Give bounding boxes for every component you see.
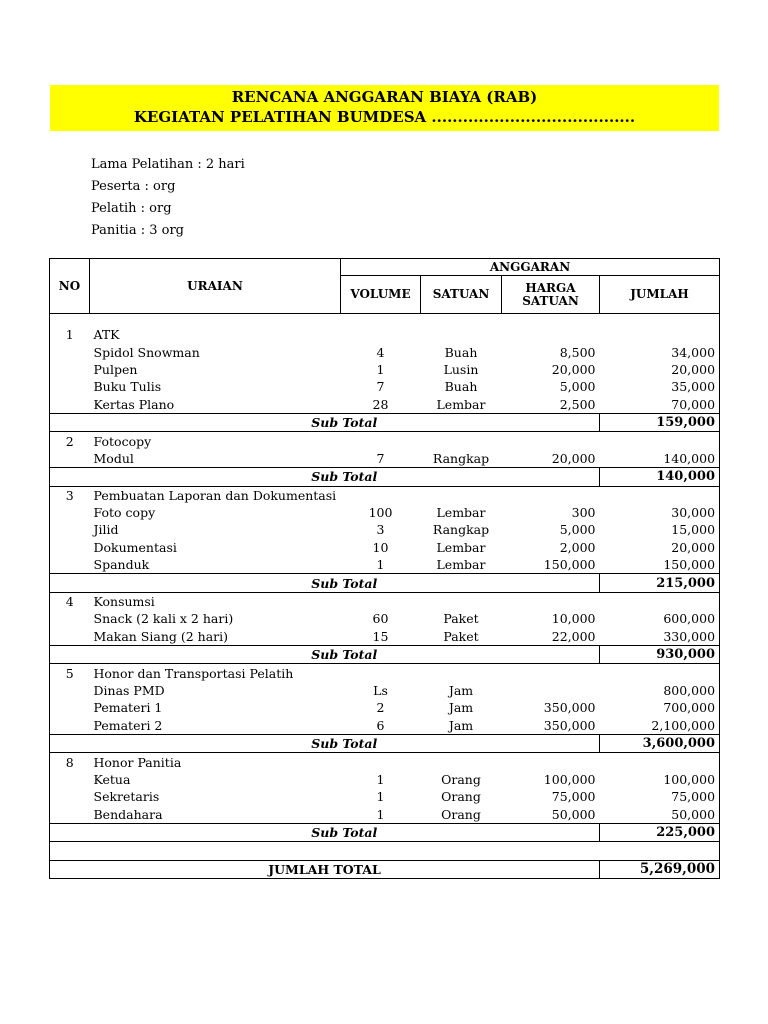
item-volume: 6 [376, 717, 385, 733]
item-unit-price: 22,000 [551, 628, 596, 644]
empty-cell [50, 788, 90, 805]
item-volume: 1 [376, 361, 385, 377]
item-volume: 4 [376, 344, 385, 360]
table-row [50, 717, 720, 735]
empty-cell [502, 432, 600, 450]
item-volume: 1 [376, 771, 385, 787]
item-unit-price: 20,000 [551, 450, 596, 466]
section-title: Honor Panitia [93, 754, 182, 770]
col-header-jumlah: JUMLAH [600, 276, 720, 314]
item-unit: Rangkap [432, 450, 490, 466]
section-number: 1 [50, 326, 90, 343]
empty-cell [502, 486, 600, 504]
subtotal-row [50, 823, 720, 841]
empty-cell [50, 574, 90, 592]
table-row [50, 788, 720, 805]
item-volume: 2 [376, 700, 385, 716]
empty-cell [341, 592, 421, 610]
table-row [50, 628, 720, 646]
table-row [50, 450, 720, 468]
subtotal-row [50, 734, 720, 752]
item-unit: Paket [443, 628, 479, 644]
item-amount: 35,000 [600, 378, 720, 395]
grand-total-label: JUMLAH TOTAL [50, 860, 600, 878]
col-header-no: NO [50, 259, 90, 314]
subtotal-value: 215,000 [600, 574, 720, 592]
table-row [50, 361, 720, 378]
empty-cell [502, 753, 600, 771]
empty-cell [50, 378, 90, 395]
col-header-volume: VOLUME [341, 276, 421, 314]
empty-cell [341, 664, 421, 682]
item-description: Modul [93, 450, 134, 466]
item-volume: 1 [376, 557, 385, 573]
item-volume: 100 [368, 505, 393, 521]
table-row [50, 556, 720, 574]
item-description: Pulpen [93, 361, 138, 377]
item-unit-price: 350,000 [543, 717, 596, 733]
item-description: Dokumentasi [93, 539, 177, 555]
item-volume: 60 [372, 611, 389, 627]
section-header-row [50, 592, 720, 610]
empty-cell [50, 556, 90, 574]
table-row [50, 343, 720, 360]
table-row [50, 539, 720, 556]
item-unit-price: 2,500 [559, 396, 596, 412]
empty-cell [600, 486, 720, 504]
empty-cell [341, 486, 421, 504]
empty-cell [421, 664, 502, 682]
item-unit: Lusin [443, 361, 479, 377]
subtotal-row [50, 468, 720, 486]
budget-body [50, 314, 720, 879]
item-description: Pemateri 2 [93, 717, 163, 733]
empty-cell [421, 432, 502, 450]
item-volume: 28 [372, 396, 389, 412]
table-row [50, 806, 720, 824]
training-info [91, 154, 245, 242]
item-volume: 15 [372, 628, 389, 644]
info-line: Lama Pelatihan : 2 hari [91, 157, 245, 172]
empty-cell [50, 734, 90, 752]
section-number: 3 [50, 486, 90, 504]
table-row [50, 396, 720, 414]
section-title: Fotocopy [93, 433, 152, 449]
empty-cell [502, 664, 600, 682]
empty-cell [50, 468, 90, 486]
empty-cell [50, 539, 90, 556]
item-amount: 50,000 [600, 806, 720, 824]
empty-cell [50, 628, 90, 646]
item-description: Snack (2 kali x 2 hari) [93, 611, 234, 627]
budget-table [49, 258, 720, 879]
table-row [50, 521, 720, 538]
empty-cell [50, 610, 90, 627]
item-unit: Jam [448, 717, 474, 733]
item-description: Kertas Plano [93, 396, 175, 412]
item-amount: 100,000 [600, 771, 720, 788]
item-amount: 140,000 [600, 450, 720, 468]
item-unit: Lembar [436, 396, 486, 412]
empty-cell [600, 592, 720, 610]
item-amount: 2,100,000 [600, 717, 720, 735]
empty-cell [600, 753, 720, 771]
section-number: 2 [50, 432, 90, 450]
item-volume: 10 [372, 539, 389, 555]
empty-cell [50, 823, 90, 841]
info-line: Panitia : 3 org [91, 223, 184, 238]
empty-cell [502, 592, 600, 610]
blank-row [50, 842, 720, 860]
section-header-row [50, 753, 720, 771]
item-unit-price: 5,000 [559, 379, 596, 395]
subtotal-label: Sub Total [90, 734, 600, 752]
item-unit: Jam [448, 700, 474, 716]
section-title: Honor dan Transportasi Pelatih [93, 665, 294, 681]
subtotal-row [50, 413, 720, 431]
empty-cell [50, 396, 90, 414]
item-description: Buku Tulis [93, 379, 162, 395]
subtotal-value: 225,000 [600, 823, 720, 841]
empty-cell [50, 413, 90, 431]
section-title: Pembuatan Laporan dan Dokumentasi [93, 487, 337, 503]
table-row [50, 378, 720, 395]
section-number: 4 [50, 592, 90, 610]
item-volume: 1 [376, 789, 385, 805]
item-volume: 7 [376, 450, 385, 466]
subtotal-value: 159,000 [600, 413, 720, 431]
empty-cell [50, 842, 720, 860]
item-description: Makan Siang (2 hari) [93, 628, 228, 644]
spacer-row [50, 314, 720, 327]
section-header-row [50, 432, 720, 450]
section-header-row [50, 486, 720, 504]
item-unit: Orang [441, 806, 481, 822]
section-number: 8 [50, 753, 90, 771]
empty-cell [50, 361, 90, 378]
item-amount: 700,000 [600, 699, 720, 716]
item-amount: 330,000 [600, 628, 720, 646]
item-amount: 34,000 [600, 343, 720, 360]
item-unit: Lembar [436, 539, 486, 555]
empty-cell [421, 486, 502, 504]
subtotal-value: 930,000 [600, 646, 720, 664]
item-description: Ketua [93, 771, 131, 787]
subtotal-label: Sub Total [90, 574, 600, 592]
section-title: Konsumsi [93, 594, 155, 610]
item-unit-price: 50,000 [551, 806, 596, 822]
item-description: Pemateri 1 [93, 700, 163, 716]
col-header-harga-line2: SATUAN [522, 293, 579, 308]
subtotal-row [50, 574, 720, 592]
subtotal-label: Sub Total [90, 823, 600, 841]
item-unit: Rangkap [432, 522, 490, 538]
item-description: Sekretaris [93, 789, 160, 805]
empty-cell [600, 326, 720, 343]
empty-cell [50, 504, 90, 521]
item-unit-price: 8,500 [559, 344, 596, 360]
item-unit: Orang [441, 789, 481, 805]
info-line: Peserta : org [91, 179, 176, 194]
item-unit-price [502, 682, 600, 699]
title-banner [50, 85, 719, 131]
item-unit: Buah [444, 379, 478, 395]
item-amount: 800,000 [600, 682, 720, 699]
item-description: Spidol Snowman [93, 344, 200, 360]
empty-cell [341, 326, 421, 343]
item-unit-price: 20,000 [551, 361, 596, 377]
item-unit-price: 5,000 [559, 522, 596, 538]
item-unit: Lembar [436, 505, 486, 521]
section-number: 5 [50, 664, 90, 682]
item-unit-price: 75,000 [551, 789, 596, 805]
item-description: Dinas PMD [93, 683, 165, 698]
item-unit-price: 2,000 [559, 539, 596, 555]
item-unit-price: 100,000 [543, 771, 596, 787]
item-unit-price: 150,000 [543, 557, 596, 573]
section-title: ATK [93, 327, 120, 343]
section-header-row [50, 326, 720, 343]
empty-cell [341, 432, 421, 450]
subtotal-value: 140,000 [600, 468, 720, 486]
grand-total-row [50, 860, 720, 878]
empty-cell [50, 646, 90, 664]
empty-cell [50, 521, 90, 538]
item-amount: 600,000 [600, 610, 720, 627]
item-description: Spanduk [93, 557, 150, 573]
subtotal-label: Sub Total [90, 413, 600, 431]
empty-cell [50, 450, 90, 468]
item-amount: 30,000 [600, 504, 720, 521]
item-description: Foto copy [93, 505, 156, 521]
col-header-harga-satuan [502, 276, 600, 314]
item-unit: Lembar [436, 557, 486, 573]
subtotal-label: Sub Total [90, 646, 600, 664]
subtotal-row [50, 646, 720, 664]
table-row [50, 771, 720, 788]
item-unit: Jam [448, 683, 474, 698]
empty-cell [421, 592, 502, 610]
empty-cell [600, 664, 720, 682]
item-unit-price: 300 [571, 505, 596, 521]
empty-cell [50, 343, 90, 360]
empty-cell [421, 753, 502, 771]
table-row [50, 504, 720, 521]
col-header-anggaran: ANGGARAN [341, 259, 720, 276]
item-volume: 7 [376, 379, 385, 395]
subtotal-label: Sub Total [90, 468, 600, 486]
item-amount: 75,000 [600, 788, 720, 805]
table-row [50, 610, 720, 627]
item-volume: Ls [373, 683, 388, 698]
subtotal-value: 3,600,000 [600, 734, 720, 752]
item-description: Jilid [93, 522, 119, 538]
item-amount: 20,000 [600, 361, 720, 378]
grand-total-value: 5,269,000 [600, 860, 720, 878]
item-volume: 1 [376, 806, 385, 822]
empty-cell [502, 326, 600, 343]
item-amount: 150,000 [600, 556, 720, 574]
document-subtitle: KEGIATAN PELATIHAN BUMDESA ....................................... [133, 108, 636, 126]
table-row [50, 699, 720, 716]
empty-cell [50, 771, 90, 788]
empty-cell [50, 806, 90, 824]
item-amount: 15,000 [600, 521, 720, 538]
empty-cell [50, 699, 90, 716]
section-header-row [50, 664, 720, 682]
info-line: Pelatih : org [91, 201, 172, 216]
item-unit: Paket [443, 611, 479, 627]
empty-cell [50, 717, 90, 735]
document-title: RENCANA ANGGARAN BIAYA (RAB) [231, 88, 538, 106]
empty-cell [341, 753, 421, 771]
col-header-harga-line1: HARGA [525, 280, 576, 295]
empty-cell [600, 432, 720, 450]
col-header-uraian: URAIAN [90, 259, 341, 314]
item-description: Bendahara [93, 806, 163, 822]
item-amount: 70,000 [600, 396, 720, 414]
item-amount: 20,000 [600, 539, 720, 556]
item-unit-price: 350,000 [543, 700, 596, 716]
item-unit-price: 10,000 [551, 611, 596, 627]
item-volume: 3 [376, 522, 385, 538]
item-unit: Buah [444, 344, 478, 360]
empty-cell [50, 682, 90, 699]
item-unit: Orang [441, 771, 481, 787]
table-row [50, 682, 720, 699]
empty-cell [421, 326, 502, 343]
col-header-satuan: SATUAN [421, 276, 502, 314]
